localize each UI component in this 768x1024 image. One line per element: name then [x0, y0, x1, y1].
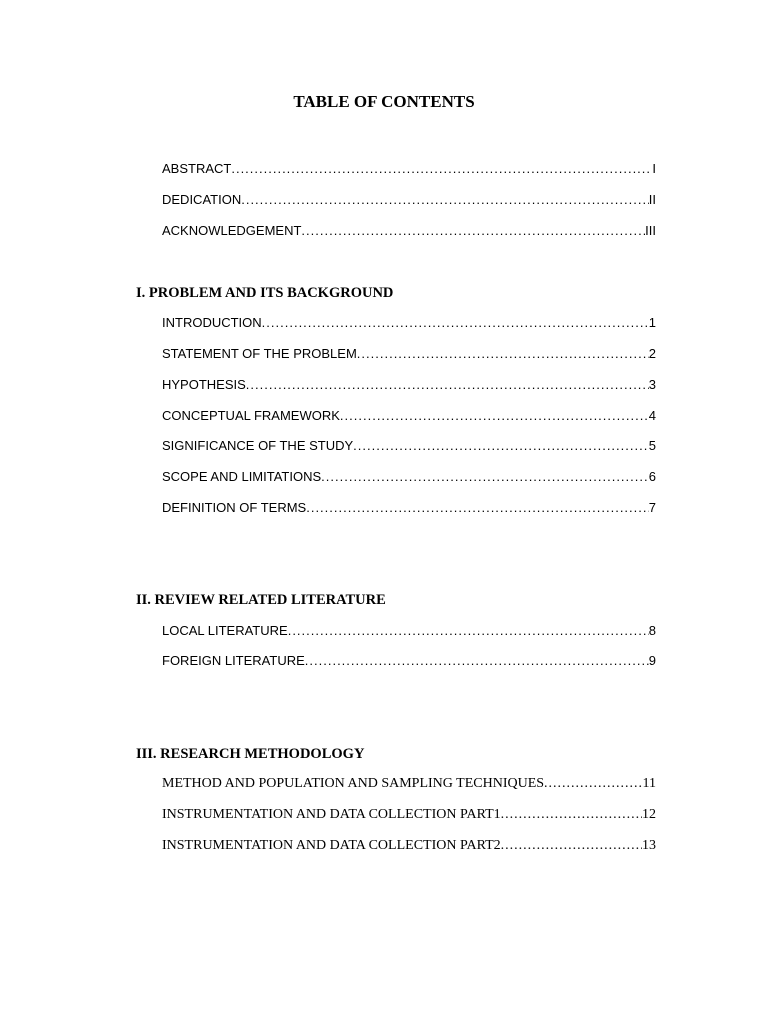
dot-leader: [357, 344, 649, 364]
dot-leader: [501, 805, 642, 825]
toc-entry-definition-of-terms[interactable]: [162, 498, 656, 518]
toc-entry-label: FOREIGN LITERATURE: [162, 653, 305, 668]
dot-leader: [305, 651, 649, 671]
toc-entry-page: 13: [642, 838, 656, 853]
toc-entry-label: INSTRUMENTATION AND DATA COLLECTION PART2: [162, 838, 501, 853]
toc-entry-page: 1: [648, 315, 656, 330]
dot-leader: [241, 190, 649, 210]
dot-leader: [288, 621, 649, 641]
toc-entry-page: 12: [642, 807, 656, 822]
toc-entry-statement-of-problem[interactable]: [162, 344, 656, 364]
toc-entry-abstract[interactable]: [162, 159, 656, 179]
toc-entry-page: III: [645, 223, 656, 238]
toc-entry-foreign-literature[interactable]: [162, 651, 656, 671]
toc-entry-method-population[interactable]: [162, 774, 656, 794]
toc-entry-page: 7: [648, 500, 656, 515]
section-heading-methodology: III. RESEARCH METHODOLOGY: [136, 746, 365, 762]
section-heading-problem: I. PROBLEM AND ITS BACKGROUND: [136, 285, 394, 301]
toc-entry-dedication[interactable]: [162, 190, 656, 210]
dot-leader: [353, 436, 649, 456]
dot-leader: [321, 467, 649, 487]
toc-entry-hypothesis[interactable]: [162, 375, 656, 395]
toc-entry-label: SIGNIFICANCE OF THE STUDY: [162, 438, 354, 453]
toc-entry-label: DEFINITION OF TERMS: [162, 500, 307, 515]
toc-entry-scope[interactable]: [162, 467, 656, 487]
dot-leader: [231, 159, 652, 179]
toc-entry-label: HYPOTHESIS: [162, 377, 246, 392]
toc-entry-page: 5: [648, 438, 656, 453]
toc-entry-label: INSTRUMENTATION AND DATA COLLECTION PART1: [162, 807, 501, 822]
toc-entry-local-literature[interactable]: [162, 621, 656, 641]
dot-leader: [501, 836, 642, 856]
dot-leader: [340, 406, 649, 426]
section-heading-literature: II. REVIEW RELATED LITERATURE: [136, 592, 386, 608]
toc-entry-page: I: [652, 161, 656, 176]
dot-leader: [306, 498, 649, 518]
dot-leader: [544, 774, 642, 794]
toc-entry-page: 2: [648, 346, 656, 361]
toc-entry-introduction[interactable]: [162, 313, 656, 333]
page-title: TABLE OF CONTENTS: [293, 92, 475, 111]
toc-entry-label: DEDICATION: [162, 192, 242, 207]
toc-entry-page: 3: [648, 377, 656, 392]
toc-entry-label: LOCAL LITERATURE: [162, 623, 288, 638]
dot-leader: [246, 375, 649, 395]
toc-entry-page: 4: [648, 408, 656, 423]
toc-entry-page: 9: [648, 653, 656, 668]
toc-entry-page: 6: [648, 469, 656, 484]
toc-entry-significance[interactable]: [162, 436, 656, 456]
toc-entry-label: METHOD AND POPULATION AND SAMPLING TECHNIQUES: [162, 776, 545, 791]
toc-entry-acknowledgement[interactable]: [162, 221, 656, 241]
toc-entry-page: II: [648, 192, 656, 207]
dot-leader: [262, 313, 649, 333]
toc-entry-label: SCOPE AND LIMITATIONS: [162, 469, 322, 484]
toc-entry-label: ACKNOWLEDGEMENT: [162, 223, 302, 238]
toc-entry-label: ABSTRACT: [162, 161, 232, 176]
toc-entry-instrumentation-part2[interactable]: [162, 836, 656, 856]
dot-leader: [301, 221, 645, 241]
toc-entry-label: INTRODUCTION: [162, 315, 262, 330]
toc-entry-label: CONCEPTUAL FRAMEWORK: [162, 408, 340, 423]
toc-entry-page: 11: [642, 776, 656, 791]
toc-entry-instrumentation-part1[interactable]: [162, 805, 656, 825]
toc-entry-label: STATEMENT OF THE PROBLEM: [162, 346, 357, 361]
toc-entry-conceptual-framework[interactable]: [162, 406, 656, 426]
toc-entry-page: 8: [648, 623, 656, 638]
